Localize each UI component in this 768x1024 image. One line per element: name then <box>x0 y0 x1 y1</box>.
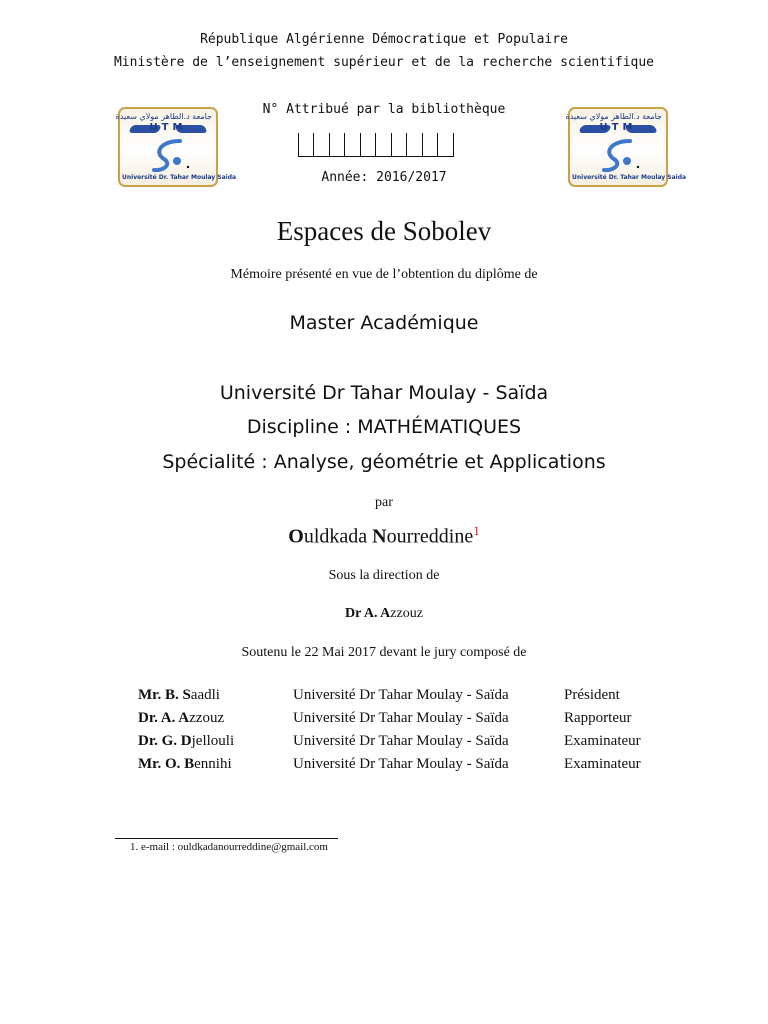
jury-row <box>138 687 698 710</box>
jury-member-name: Dr. G. Djellouli <box>138 733 235 749</box>
university-name: Université Dr Tahar Moulay - Saïda <box>219 382 549 404</box>
footnote-mark[interactable]: 1 <box>473 523 480 538</box>
library-number-boxes <box>298 133 454 157</box>
author-last-rest: ourreddine <box>386 525 474 548</box>
logo-university-name: Université Dr. Tahar Moulay Saida <box>122 174 237 181</box>
jury-row <box>138 710 698 733</box>
specialty: Spécialité : Analyse, géométrie et Applications <box>162 451 606 473</box>
jury-member-role: Examinateur <box>564 756 641 772</box>
logo-acronym: UTM <box>149 122 187 133</box>
jury-member-role: Président <box>564 687 620 703</box>
direction-label: Sous la direction de <box>328 568 440 583</box>
by-label: par <box>375 495 393 510</box>
jury-table <box>138 687 698 779</box>
author-first-rest: uldkada <box>303 525 373 548</box>
jury-member-institution: Université Dr Tahar Moulay - Saïda <box>293 733 509 749</box>
jury-row <box>138 733 698 756</box>
logo-arabic-text: جامعة د.الطاهر مولاي سعيدة <box>565 112 662 121</box>
supervisor-name: Dr A. Azzouz <box>345 606 423 621</box>
logo-university-name: Université Dr. Tahar Moulay Saida <box>572 174 687 181</box>
author-first-initial: O <box>288 525 304 548</box>
degree-name: Master Académique <box>289 312 479 334</box>
footnote-email[interactable]: e-mail : ouldkadanourreddine@gmail.com <box>141 841 328 853</box>
jury-member-institution: Université Dr Tahar Moulay - Saïda <box>293 756 509 772</box>
footnote <box>130 841 328 853</box>
library-number-label: N° Attribué par la bibliothèque <box>262 102 506 117</box>
footnote-divider <box>115 838 338 839</box>
jury-member-institution: Université Dr Tahar Moulay - Saïda <box>293 687 509 703</box>
jury-member-role: Examinateur <box>564 733 641 749</box>
jury-member-institution: Université Dr Tahar Moulay - Saïda <box>293 710 509 726</box>
logo-arabic-text: جامعة د.الطاهر مولاي سعيدة <box>115 112 212 121</box>
page-title: Espaces de Sobolev <box>276 216 492 246</box>
jury-member-role: Rapporteur <box>564 710 632 726</box>
republic-header: République Algérienne Démocratique et Populaire <box>200 32 568 47</box>
logo-acronym: UTM <box>599 122 637 133</box>
footnote-number: 1. <box>130 841 139 853</box>
jury-row <box>138 756 698 779</box>
author-name <box>0 523 768 549</box>
academic-year: Année: 2016/2017 <box>321 170 447 185</box>
defense-statement: Soutenu le 22 Mai 2017 devant le jury composé de <box>241 645 527 660</box>
discipline: Discipline : MATHÉMATIQUES <box>246 416 522 438</box>
jury-member-name: Mr. B. Saadli <box>138 687 220 703</box>
jury-member-name: Dr. A. Azzouz <box>138 710 225 726</box>
jury-member-name: Mr. O. Bennihi <box>138 756 232 772</box>
ministry-header: Ministère de l’enseignement supérieur et de la recherche scientifique <box>113 55 655 70</box>
thesis-subtitle: Mémoire présenté en vue de l’obtention du diplôme de <box>230 267 538 282</box>
author-last-initial: N <box>372 525 387 548</box>
